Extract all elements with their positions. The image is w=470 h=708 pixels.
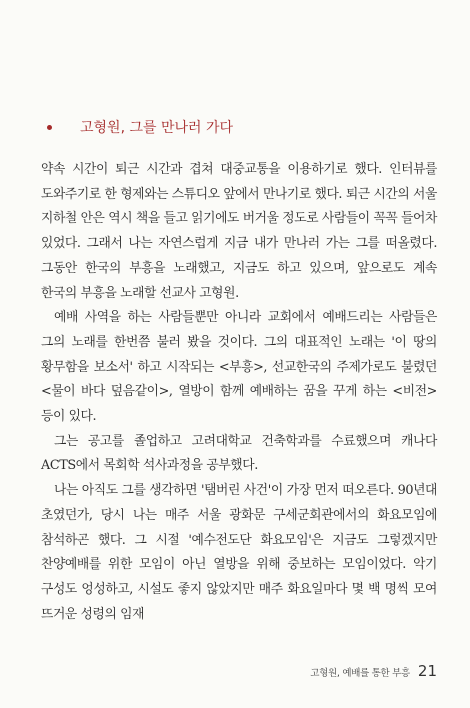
running-title: 고형원, 예배를 통한 부흥 [310,668,410,679]
paragraph: 예배 사역을 하는 사람들뿐만 아니라 교회에서 예배드리는 사람들은 그의 노래를 한번쯤 불러 봤을 것이다. 그의 대표적인 노래는 '이 땅의 황무함을 보소서' 하고 시작되는 <부흥>, 선교한국의 주제가로도 불렸던 <물이 바다 덮음같이>, 열방이 함께 예배하는 꿈을 꾸게 하는 <비전> 등이 있다. [41,310,437,425]
paragraph: 약속 시간이 퇴근 시간과 겹쳐 대중교통을 이용하기로 했다. 인터뷰를 도와주기로 한 형제와는 스튜디오 앞에서 만나기로 했다. 퇴근 시간의 서울 지하철 안은 역시 책을 들고 읽기에도 버거울 정도로 사람들이 꼭꼭 들어차 있었다. 그래서 나는 자연스럽게 지금 내가 만나러 가는 그를 떠올렸다. 그동안 한국의 부흥을 노래했고, 지금도 하고 있으며, 앞으로도 계속 한국의 부흥을 노래할 선교사 고형원. [41,162,437,301]
page-number: 21 [417,662,437,680]
body-text [41,158,437,627]
page-footer [310,662,437,680]
section-heading [47,118,233,136]
section-heading-text: 고형원, 그를 만나러 가다 [80,120,234,136]
paragraph: 나는 아직도 그를 생각하면 '탬버린 사건'이 가장 먼저 떠오른다. 90년대 초였던가, 당시 나는 매주 서울 광화문 구세군회관에서의 화요모임에 참석하곤 했다. 그 시절 '예수전도단 화요모임'은 지금도 그렇겠지만 찬양예배를 위한 모임이 아닌 열방을 위해 중보하는 모임이었다. 악기 구성도 엉성하고, 시설도 좋지 않았지만 매주 화요일마다 몇 백 명씩 모여 뜨거운 성령의 임재 [41,483,437,622]
paragraph: 그는 공고를 졸업하고 고려대학교 건축학과를 수료했으며 캐나다 ACTS에서 목회학 석사과정을 공부했다. [41,433,437,474]
heading-bullet-icon [47,125,52,130]
